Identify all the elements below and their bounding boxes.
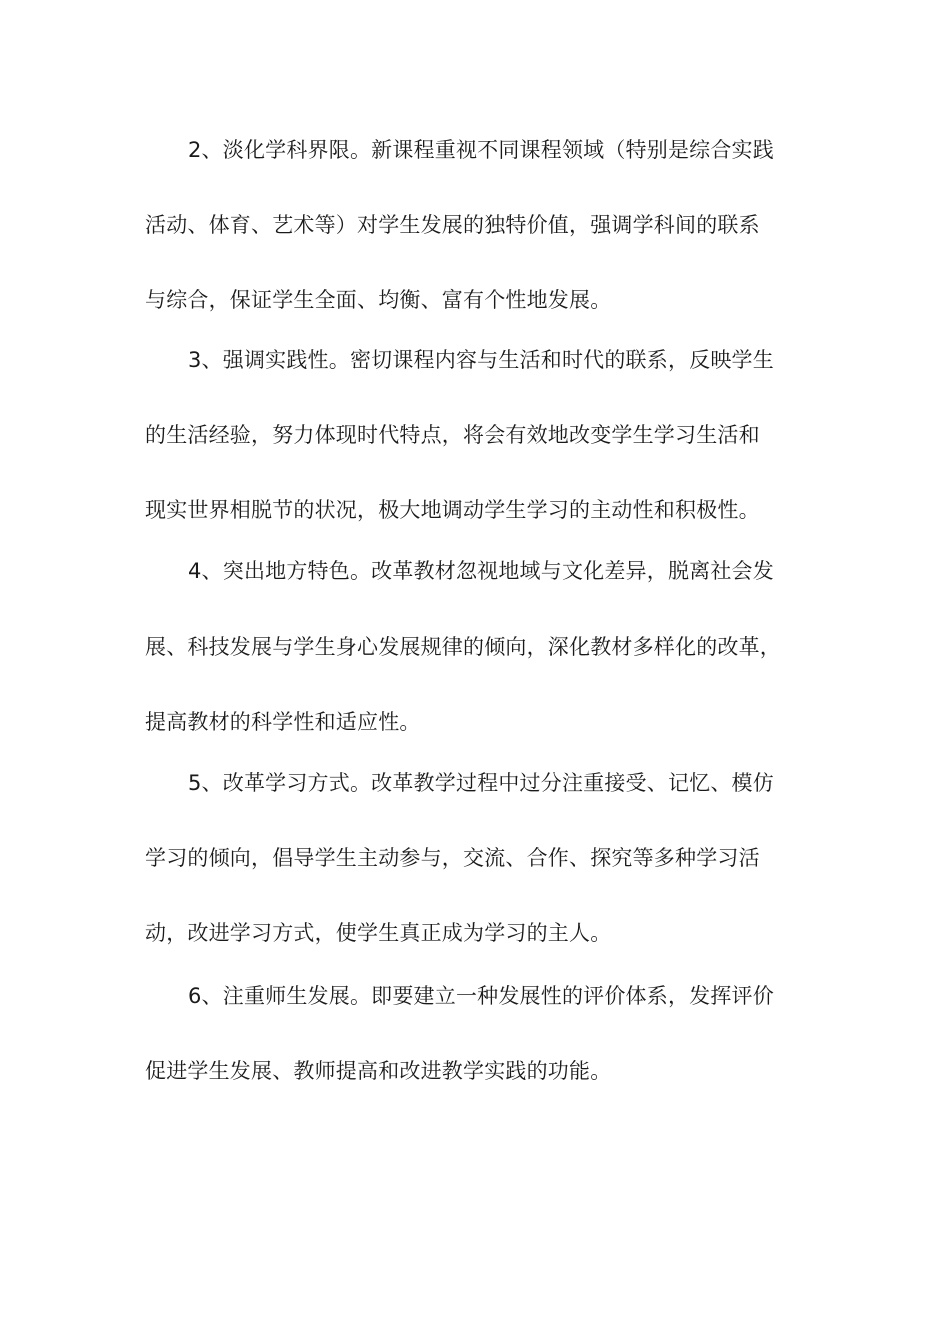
paragraph-2-line-2: 活动、体育、艺术等）对学生发展的独特价值，强调学科间的联系 xyxy=(145,213,760,237)
paragraph-5-line-2: 学习的倾向，倡导学生主动参与，交流、合作、探究等多种学习活 xyxy=(145,846,760,870)
paragraph-4-line-1: 4、突出地方特色。改革教材忽视地域与文化差异，脱离社会发 xyxy=(188,559,774,583)
paragraph-6-line-2: 促进学生发展、教师提高和改进教学实践的功能。 xyxy=(145,1059,612,1083)
paragraph-2-line-1: 2、淡化学科界限。新课程重视不同课程领域（特别是综合实践 xyxy=(188,138,774,162)
paragraph-2-line-3: 与综合，保证学生全面、均衡、富有个性地发展。 xyxy=(145,288,612,312)
paragraph-3-line-1: 3、强调实践性。密切课程内容与生活和时代的联系，反映学生 xyxy=(188,348,774,372)
paragraph-5-line-1: 5、改革学习方式。改革教学过程中过分注重接受、记忆、模仿 xyxy=(188,771,774,795)
paragraph-4-line-2: 展、科技发展与学生身心发展规律的倾向，深化教材多样化的改革， xyxy=(145,635,781,659)
paragraph-4-line-3: 提高教材的科学性和适应性。 xyxy=(145,710,421,734)
paragraph-6-line-1: 6、注重师生发展。即要建立一种发展性的评价体系，发挥评价 xyxy=(188,984,774,1008)
paragraph-3-line-2: 的生活经验，努力体现时代特点，将会有效地改变学生学习生活和 xyxy=(145,423,760,447)
paragraph-3-line-3: 现实世界相脱节的状况，极大地调动学生学习的主动性和积极性。 xyxy=(145,498,760,522)
paragraph-5-line-3: 动，改进学习方式，使学生真正成为学习的主人。 xyxy=(145,921,612,945)
